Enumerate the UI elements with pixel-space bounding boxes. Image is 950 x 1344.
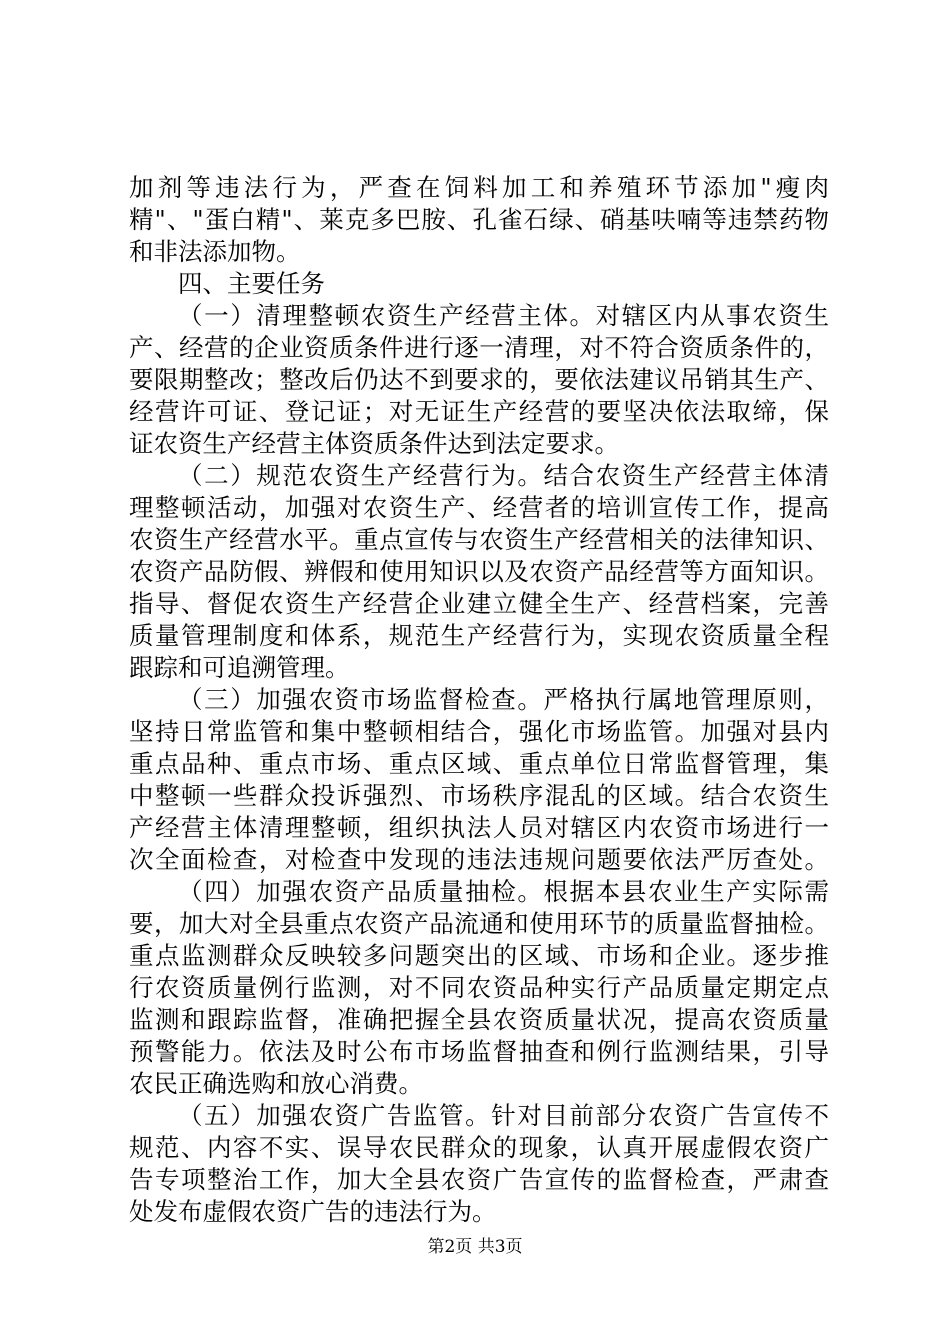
text-line-17: （三）加强农资市场监督检查。严格执行属地管理原则， bbox=[178, 685, 829, 714]
text-line-33: 处发布虚假农资广告的违法行为。 bbox=[129, 1197, 497, 1226]
text-line-28: 预警能力。依法及时公布市场监督抽查和例行监测结果，引导 bbox=[129, 1037, 829, 1066]
text-line-5: （一）清理整顿农资生产经营主体。对辖区内从事农资生 bbox=[178, 301, 829, 330]
text-line-31: 规范、内容不实、误导农民群众的现象，认真开展虚假农资广 bbox=[129, 1133, 829, 1162]
text-line-22: 次全面检查，对检查中发现的违法违规问题要依法严厉查处。 bbox=[129, 845, 829, 874]
text-line-26: 行农资质量例行监测，对不同农资品种实行产品质量定期定点 bbox=[129, 973, 829, 1002]
text-line-10: （二）规范农资生产经营行为。结合农资生产经营主体清 bbox=[178, 461, 829, 490]
text-line-30: （五）加强农资广告监管。针对目前部分农资广告宣传不 bbox=[178, 1101, 829, 1130]
text-line-12: 农资生产经营水平。重点宣传与农资生产经营相关的法律知识、 bbox=[129, 525, 829, 554]
text-line-11: 理整顿活动，加强对农资生产、经营者的培训宣传工作，提高 bbox=[129, 493, 829, 522]
text-line-27: 监测和跟踪监督，准确把握全县农资质量状况，提高农资质量 bbox=[129, 1005, 829, 1034]
text-line-32: 告专项整治工作，加大全县农资广告宣传的监督检查，严肃查 bbox=[129, 1165, 829, 1194]
text-line-6: 产、经营的企业资质条件进行逐一清理，对不符合资质条件的， bbox=[129, 333, 829, 362]
text-line-23: （四）加强农资产品质量抽检。根据本县农业生产实际需 bbox=[178, 877, 829, 906]
text-line-20: 中整顿一些群众投诉强烈、市场秩序混乱的区域。结合农资生 bbox=[129, 781, 829, 810]
text-line-8: 经营许可证、登记证；对无证生产经营的要坚决依法取缔，保 bbox=[129, 397, 829, 426]
section-heading: 四、主要任务 bbox=[178, 269, 325, 298]
text-line-1: 加剂等违法行为，严查在饲料加工和养殖环节添加"瘦肉 bbox=[129, 173, 829, 202]
text-line-24: 要，加大对全县重点农资产品流通和使用环节的质量监督抽检。 bbox=[129, 909, 829, 938]
text-line-25: 重点监测群众反映较多问题突出的区域、市场和企业。逐步推 bbox=[129, 941, 829, 970]
text-line-13: 农资产品防假、辨假和使用知识以及农资产品经营等方面知识。 bbox=[129, 557, 829, 586]
text-line-21: 产经营主体清理整顿，组织执法人员对辖区内农资市场进行一 bbox=[129, 813, 829, 842]
text-line-29: 农民正确选购和放心消费。 bbox=[129, 1069, 423, 1098]
text-line-15: 质量管理制度和体系，规范生产经营行为，实现农资质量全程 bbox=[129, 621, 829, 650]
text-line-14: 指导、督促农资生产经营企业建立健全生产、经营档案，完善 bbox=[129, 589, 829, 618]
text-line-9: 证农资生产经营主体资质条件达到法定要求。 bbox=[129, 429, 619, 458]
text-line-3: 和非法添加物。 bbox=[129, 237, 301, 266]
text-line-7: 要限期整改；整改后仍达不到要求的，要依法建议吊销其生产、 bbox=[129, 365, 829, 394]
text-line-16: 跟踪和可追溯管理。 bbox=[129, 653, 350, 682]
text-line-2: 精"、"蛋白精"、莱克多巴胺、孔雀石绿、硝基呋喃等违禁药物 bbox=[129, 205, 829, 234]
text-line-18: 坚持日常监管和集中整顿相结合，强化市场监管。加强对县内 bbox=[129, 717, 829, 746]
text-line-19: 重点品种、重点市场、重点区域、重点单位日常监督管理，集 bbox=[129, 749, 829, 778]
page-footer: 第2页 共3页 bbox=[427, 1237, 523, 1257]
